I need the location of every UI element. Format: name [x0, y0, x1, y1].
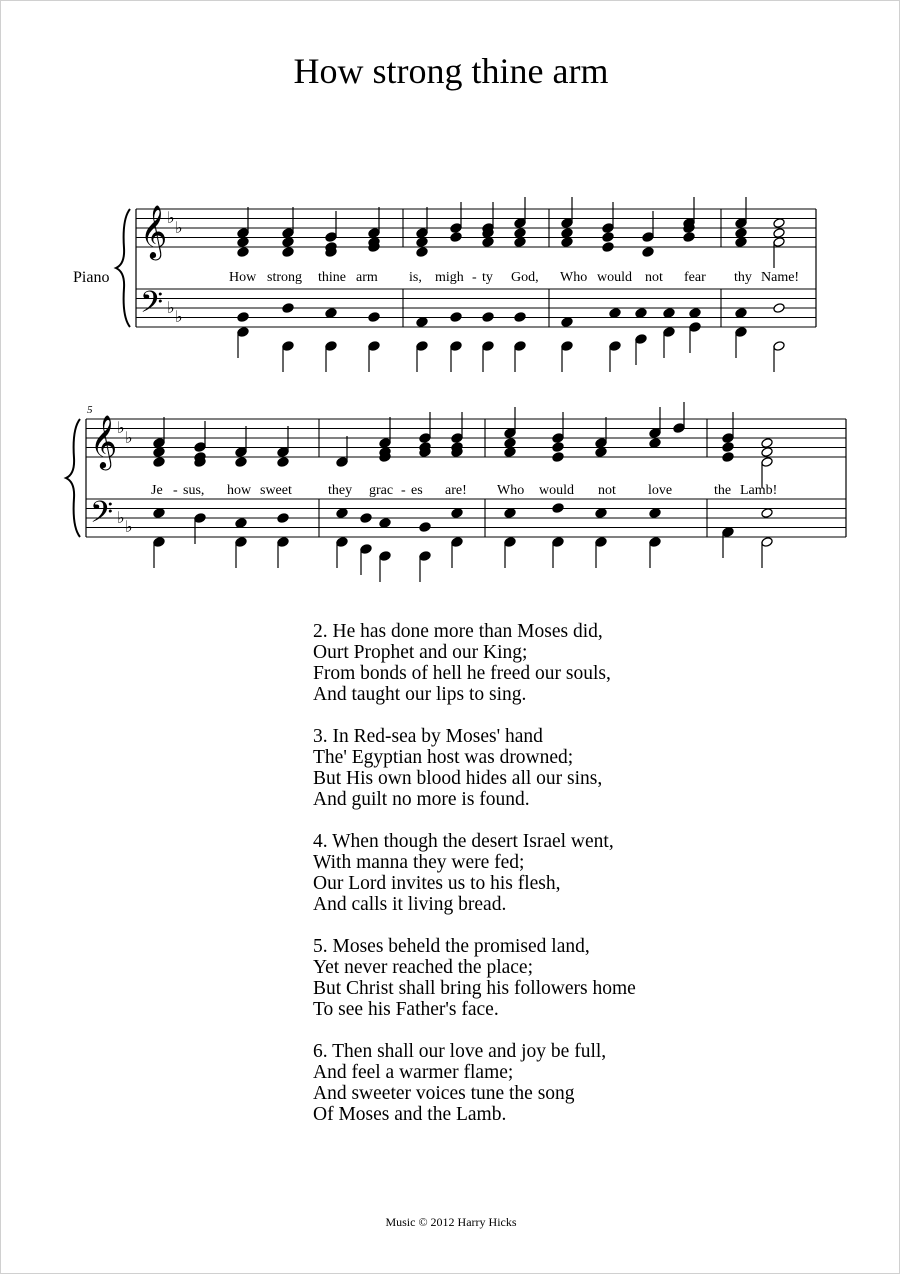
notehead — [561, 341, 573, 352]
notehead — [416, 228, 428, 239]
notehead — [360, 544, 372, 555]
notehead — [514, 237, 526, 248]
notehead — [773, 303, 785, 314]
notehead — [649, 438, 661, 449]
notehead — [282, 303, 294, 314]
notehead — [649, 428, 661, 439]
grand-staff-brace — [116, 209, 130, 327]
verses — [313, 621, 636, 1146]
notehead — [153, 438, 165, 449]
lyric-syllable: is, — [409, 270, 422, 285]
notehead — [773, 228, 785, 239]
notehead — [282, 237, 294, 248]
notehead — [237, 237, 249, 248]
notehead — [552, 537, 564, 548]
lyric-syllable: would — [597, 270, 632, 285]
notehead — [552, 452, 564, 463]
lyric-syllable: How — [229, 270, 257, 285]
notehead — [689, 308, 701, 319]
notehead — [237, 327, 249, 338]
notehead — [595, 508, 607, 519]
notehead — [504, 537, 516, 548]
verse-line: Our Lord invites us to his flesh, — [313, 873, 561, 894]
verse-line: Yet never reached the place; — [313, 957, 533, 978]
notehead — [649, 537, 661, 548]
notehead — [773, 237, 785, 248]
notehead — [761, 457, 773, 468]
verse-2 — [313, 621, 636, 705]
notehead — [360, 513, 372, 524]
lyric-syllable: strong — [267, 270, 302, 285]
notehead — [482, 341, 494, 352]
verse-line: 3. In Red-sea by Moses' hand — [313, 726, 543, 747]
notehead — [761, 447, 773, 458]
notehead — [761, 438, 773, 449]
lyric-syllable: how — [227, 483, 252, 498]
notehead — [689, 322, 701, 333]
flat-icon: ♭ — [175, 307, 183, 326]
measure-number: 5 — [87, 404, 93, 416]
notehead — [235, 537, 247, 548]
grand-staff-brace — [66, 419, 80, 537]
verse-line: And feel a warmer flame; — [313, 1062, 514, 1083]
verse-line: 2. He has done more than Moses did, — [313, 621, 603, 642]
notehead — [735, 218, 747, 229]
flat-icon: ♭ — [167, 208, 175, 227]
verse-line: And guilt no more is found. — [313, 789, 530, 810]
notehead — [282, 228, 294, 239]
lyric-syllable: are! — [445, 483, 467, 498]
notehead — [235, 447, 247, 458]
notehead — [416, 341, 428, 352]
lyric-syllable: Who — [497, 483, 525, 498]
notehead — [773, 218, 785, 229]
notehead — [773, 341, 785, 352]
verse-6 — [313, 1041, 636, 1125]
notehead — [635, 334, 647, 345]
notehead — [416, 247, 428, 258]
notehead — [419, 551, 431, 562]
notehead — [504, 447, 516, 458]
notehead — [379, 551, 391, 562]
notehead — [514, 228, 526, 239]
verse-line: With manna they were fed; — [313, 852, 525, 873]
notehead — [235, 457, 247, 468]
notehead — [735, 308, 747, 319]
bass-clef-icon: 𝄢 — [90, 496, 114, 537]
lyric-hyphen: - — [401, 483, 406, 498]
verse-line: And sweeter voices tune the song — [313, 1083, 575, 1104]
notehead — [514, 218, 526, 229]
notehead — [336, 537, 348, 548]
notehead — [325, 341, 337, 352]
lyric-syllable: sus, — [183, 483, 205, 498]
notehead — [336, 508, 348, 519]
lyric-syllable: ty — [482, 270, 493, 285]
notehead — [277, 447, 289, 458]
copyright-footer: Music © 2012 Harry Hicks — [385, 1215, 517, 1229]
notehead — [735, 237, 747, 248]
notehead — [153, 537, 165, 548]
notehead — [504, 438, 516, 449]
notehead — [602, 232, 614, 243]
notehead — [609, 308, 621, 319]
notehead — [282, 341, 294, 352]
notehead — [450, 223, 462, 234]
notehead — [450, 232, 462, 243]
notehead — [482, 312, 494, 323]
verse-5 — [313, 936, 636, 1020]
notehead — [277, 513, 289, 524]
flat-icon: ♭ — [167, 298, 175, 317]
notehead — [663, 308, 675, 319]
notehead — [419, 433, 431, 444]
notehead — [761, 537, 773, 548]
lyric-syllable: Who — [560, 270, 588, 285]
notehead — [683, 232, 695, 243]
instrument-label: Piano — [73, 269, 110, 286]
notehead — [735, 228, 747, 239]
notehead — [761, 508, 773, 519]
notehead — [419, 522, 431, 533]
notehead — [552, 442, 564, 453]
notehead — [595, 438, 607, 449]
notehead — [277, 537, 289, 548]
notehead — [602, 223, 614, 234]
notehead — [552, 503, 564, 514]
flat-icon: ♭ — [125, 428, 133, 447]
lyric-syllable: not — [645, 270, 663, 285]
treble-clef-icon: 𝄞 — [140, 204, 168, 258]
notehead — [642, 232, 654, 243]
notehead — [504, 508, 516, 519]
verse-line: But His own blood hides all our sins, — [313, 768, 603, 789]
notehead — [514, 341, 526, 352]
notehead — [451, 508, 463, 519]
notehead — [722, 442, 734, 453]
notehead — [194, 513, 206, 524]
notehead — [514, 312, 526, 323]
lyric-syllable: es — [411, 483, 423, 498]
verse-line: 5. Moses beheld the promised land, — [313, 936, 590, 957]
notehead — [235, 518, 247, 529]
verse-line: But Christ shall bring his followers home — [313, 978, 636, 999]
notehead — [722, 433, 734, 444]
notehead — [609, 341, 621, 352]
flat-icon: ♭ — [175, 218, 183, 237]
notehead — [635, 308, 647, 319]
notehead — [194, 442, 206, 453]
lyric-syllable: Name! — [761, 270, 800, 285]
verse-line: And calls it living bread. — [313, 894, 507, 915]
verse-3 — [313, 726, 636, 810]
lyric-hyphen: - — [472, 270, 477, 285]
lyric-syllable: arm — [356, 270, 378, 285]
lyric-syllable: migh — [435, 270, 464, 285]
lyric-syllable: Je — [151, 483, 163, 498]
lyric-syllable: not — [598, 483, 616, 498]
verse-line: The' Egyptian host was drowned; — [313, 747, 574, 768]
notehead — [649, 508, 661, 519]
notehead — [282, 247, 294, 258]
notehead — [673, 423, 685, 434]
lyric-syllable: sweet — [260, 483, 292, 498]
notehead — [325, 308, 337, 319]
notehead — [450, 312, 462, 323]
lyric-syllable: Lamb! — [740, 483, 778, 498]
notehead — [237, 228, 249, 239]
notehead — [735, 327, 747, 338]
notehead — [153, 457, 165, 468]
notehead — [368, 228, 380, 239]
lyric-syllable: would — [539, 483, 574, 498]
notehead — [602, 242, 614, 253]
verse-line: Ourt Prophet and our King; — [313, 642, 528, 663]
notehead — [450, 341, 462, 352]
verse-line: And taught our lips to sing. — [313, 684, 527, 705]
notehead — [561, 317, 573, 328]
notehead — [642, 247, 654, 258]
notehead — [482, 237, 494, 248]
verse-line: From bonds of hell he freed our souls, — [313, 663, 611, 684]
lyric-syllable: they — [328, 483, 353, 498]
flat-icon: ♭ — [117, 418, 125, 437]
notehead — [722, 452, 734, 463]
lyric-syllable: love — [648, 483, 673, 498]
verse-line: To see his Father's face. — [313, 999, 499, 1020]
lyric-syllable: God, — [511, 270, 539, 285]
notehead — [504, 428, 516, 439]
treble-clef-icon: 𝄞 — [90, 414, 118, 468]
lyric-syllable: the — [714, 483, 732, 498]
notehead — [722, 527, 734, 538]
notehead — [416, 317, 428, 328]
notehead — [595, 537, 607, 548]
flat-icon: ♭ — [125, 517, 133, 536]
notehead — [368, 312, 380, 323]
verse-line: 6. Then shall our love and joy be full, — [313, 1041, 607, 1062]
lyric-syllable: fear — [684, 270, 706, 285]
notehead — [416, 237, 428, 248]
notehead — [663, 327, 675, 338]
page-title: How strong thine arm — [293, 51, 609, 91]
verse-line: Of Moses and the Lamb. — [313, 1104, 507, 1125]
notehead — [451, 433, 463, 444]
lyric-hyphen: - — [173, 483, 178, 498]
notehead — [336, 457, 348, 468]
notehead — [237, 312, 249, 323]
notehead — [153, 508, 165, 519]
notehead — [277, 457, 289, 468]
notehead — [595, 447, 607, 458]
flat-icon: ♭ — [117, 508, 125, 527]
lyric-syllable: grac — [369, 483, 394, 498]
notehead — [561, 228, 573, 239]
notehead — [379, 518, 391, 529]
notehead — [368, 341, 380, 352]
verse-line: 4. When though the desert Israel went, — [313, 831, 614, 852]
lyric-syllable: thine — [318, 270, 346, 285]
notehead — [325, 232, 337, 243]
notehead — [379, 438, 391, 449]
notehead — [237, 247, 249, 258]
notehead — [153, 447, 165, 458]
notehead — [561, 218, 573, 229]
notehead — [561, 237, 573, 248]
lyric-syllable: thy — [734, 270, 752, 285]
verse-4 — [313, 831, 636, 915]
bass-clef-icon: 𝄢 — [140, 286, 164, 327]
notehead — [552, 433, 564, 444]
notehead — [451, 537, 463, 548]
